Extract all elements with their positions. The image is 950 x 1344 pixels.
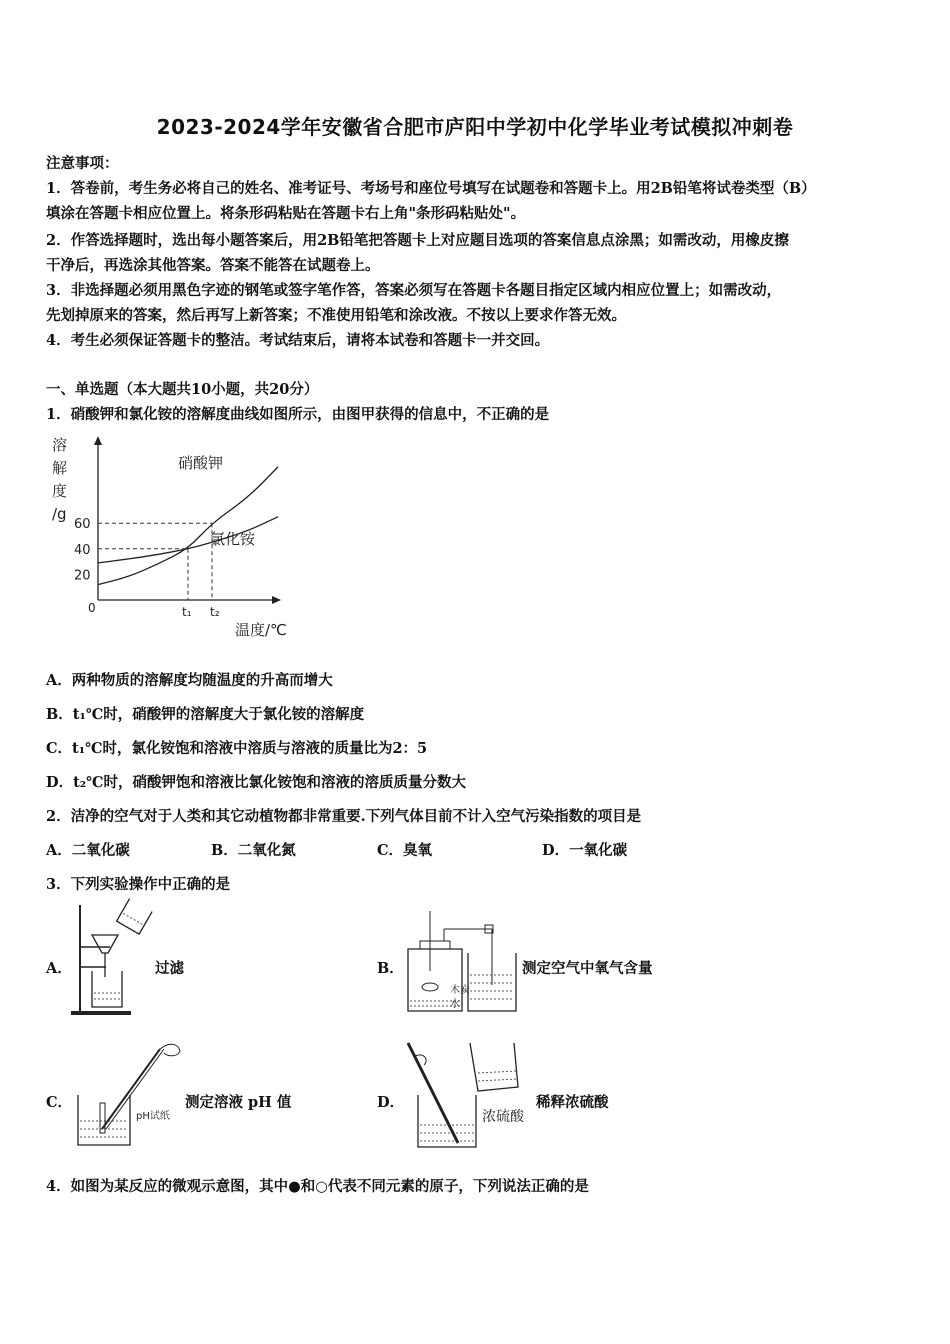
page-title: 2023-2024学年安徽省合肥市庐阳中学初中化学毕业考试模拟冲刺卷	[156, 115, 794, 139]
option-row	[46, 703, 364, 724]
x-axis-arrow	[272, 596, 281, 604]
notice-line: 3．非选择题必须用黑色字迹的钢笔或签字笔作答，答案必须写在答题卡各题目指定区域内相应位置上；如需改动，	[46, 282, 782, 299]
dilute-acid-illustration	[400, 1035, 540, 1153]
x-tick-label: t₂	[210, 605, 220, 619]
series-label: 硝酸钾	[178, 454, 224, 472]
option-text: t₁℃时，硝酸钾的溶解度大于氯化铵的溶解度	[72, 706, 365, 723]
option-label: C．	[377, 842, 404, 859]
option-label: A．	[46, 672, 72, 689]
question-stem: 4．如图为某反应的微观示意图，其中●和○代表不同元素的原子，下列说法正确的是	[46, 1178, 589, 1195]
option-row	[542, 839, 627, 860]
y-tick-label: 40	[74, 542, 91, 558]
x-axis-label: 温度/℃	[235, 621, 287, 639]
option-text: 一氧化碳	[569, 842, 628, 859]
option-label: D．	[46, 774, 74, 791]
option-row	[377, 839, 432, 860]
option-label: D．	[377, 1094, 405, 1111]
y-tick-label: 60	[74, 517, 91, 533]
option-row	[46, 771, 466, 792]
option-label: B．	[377, 960, 404, 977]
x-tick-label: t₁	[182, 605, 192, 619]
y-axis-label-char: 度	[52, 482, 68, 500]
option-text: 二氧化氮	[237, 842, 296, 859]
option-label: B．	[211, 842, 238, 859]
option-text: 稀释浓硫酸	[536, 1094, 609, 1111]
notice-line: 干净后，再选涂其他答案。答案不能答在试题卷上。	[46, 257, 380, 274]
option-text: t₁℃时，氯化铵饱和溶液中溶质与溶液的质量比为2：5	[72, 740, 428, 757]
option-text: 两种物质的溶解度均随温度的升高而增大	[71, 672, 333, 689]
notice-line: 2．作答选择题时，选出每小题答案后，用2B铅笔把答题卡上对应题目选项的答案信息点涂黑；如需改动，用橡皮擦	[46, 232, 789, 249]
y-axis-arrow	[94, 436, 102, 445]
option-text: 测定溶液 pH 值	[185, 1094, 292, 1111]
option-row	[46, 839, 130, 860]
y-tick-label: 20	[74, 568, 91, 584]
question-stem: 3．下列实验操作中正确的是	[46, 876, 231, 893]
option-label: C．	[46, 1094, 73, 1111]
option-row	[211, 839, 296, 860]
notice-line: 4．考生必须保证答题卡的整洁。考试结束后，请将本试卷和答题卡一并交回。	[46, 332, 550, 349]
section-heading: 一、单选题（本大题共10小题，共20分）	[46, 381, 319, 398]
option-label: A．	[46, 842, 72, 859]
oxygen-content-illustration	[400, 905, 520, 1017]
origin-label: 0	[88, 601, 96, 615]
option-label: B．	[46, 706, 73, 723]
option-label: A．	[46, 960, 72, 977]
label-water: 水	[450, 999, 460, 1010]
solubility-chart	[40, 430, 310, 645]
question-stem: 2．洁净的空气对于人类和其它动植物都非常重要.下列气体目前不计入空气污染指数的项目是	[46, 808, 642, 825]
notice-line: 填涂在答题卡相应位置上。将条形码粘贴在答题卡右上角"条形码粘贴处"。	[46, 205, 526, 222]
option-text: 过滤	[155, 960, 184, 977]
label-charcoal: 木炭	[450, 985, 470, 996]
series-label: 氯化铵	[210, 530, 256, 548]
option-row	[46, 737, 427, 758]
y-axis-label	[52, 436, 67, 523]
question-stem: 1．硝酸钾和氯化铵的溶解度曲线如图所示，由图甲获得的信息中，不正确的是	[46, 406, 550, 423]
y-axis-label-char: /g	[52, 505, 67, 523]
filtration-illustration	[68, 895, 158, 1020]
y-axis-label-char: 溶	[52, 436, 68, 454]
y-axis-label-char: 解	[52, 459, 68, 477]
notice-heading: 注意事项：	[46, 155, 119, 172]
label-ph-paper: pH试纸	[136, 1111, 170, 1122]
option-text: 二氧化碳	[71, 842, 130, 859]
notice-line: 先划掉原来的答案，然后再写上新答案；不准使用铅笔和涂改液。不按以上要求作答无效。	[46, 307, 626, 324]
option-label: D．	[542, 842, 570, 859]
label-conc-acid: 浓硫酸	[482, 1109, 524, 1125]
notice-line: 1．答卷前，考生务必将自己的姓名、准考证号、考场号和座位号填写在试题卷和答题卡上。用2B铅笔将试卷类型（B）	[46, 180, 816, 197]
option-label: C．	[46, 740, 73, 757]
series-line-kno3	[98, 467, 278, 585]
option-text: 臭氧	[403, 842, 433, 859]
option-row	[46, 669, 333, 690]
option-text: t₂℃时，硝酸钾饱和溶液比氯化铵饱和溶液的溶质质量分数大	[73, 774, 466, 791]
option-text: 测定空气中氧气含量	[522, 960, 653, 977]
ph-test-illustration	[68, 1035, 188, 1150]
